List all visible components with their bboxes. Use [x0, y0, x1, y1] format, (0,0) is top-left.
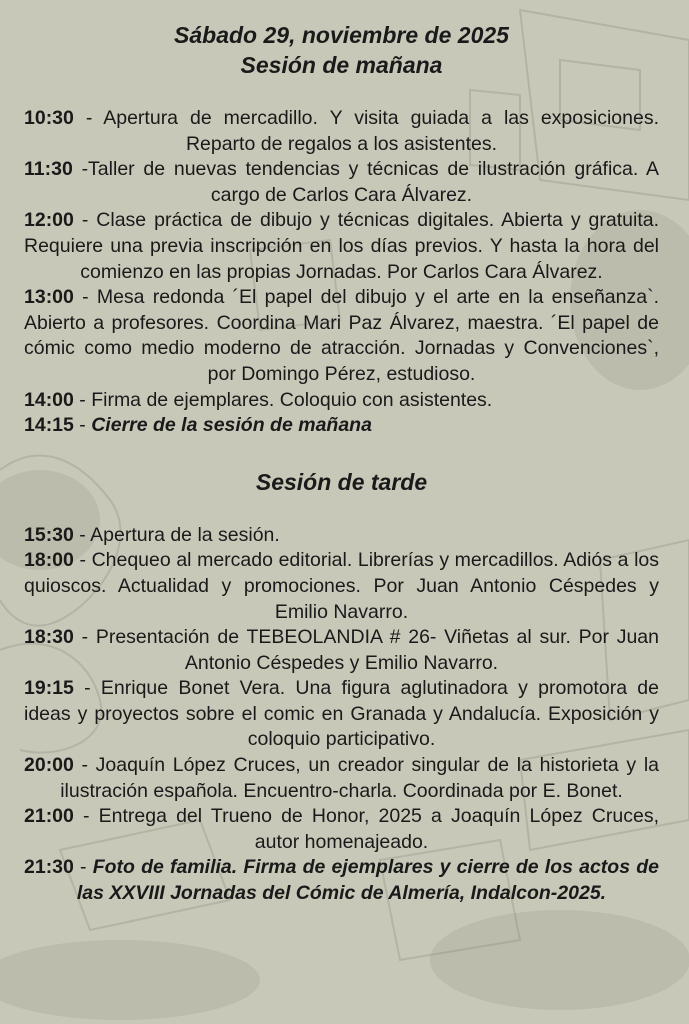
item-text: - Presentación de TEBEOLANDIA # 26- Viñetas al sur. Por Juan Antonio Céspedes y Emilio Navarro. — [73, 626, 659, 674]
item-text: Foto de familia. Firma de ejemplares y cierre de los actos de las XXVIII Jornadas del Cómic de Almería, Indalcon-2025. — [76, 856, 659, 905]
item-separator: - — [73, 856, 93, 879]
item-separator: - — [73, 414, 92, 437]
item-time: 18:00 — [24, 549, 74, 572]
schedule-item — [24, 523, 659, 549]
schedule-item — [24, 208, 659, 285]
item-text: - Apertura de la sesión. — [73, 523, 280, 546]
item-time: 21:30 — [24, 856, 74, 879]
schedule-item — [24, 388, 659, 414]
item-time: 13:00 — [24, 286, 74, 309]
session-morning-heading: Sesión de mañana — [240, 52, 443, 78]
item-time: 15:30 — [24, 523, 74, 546]
item-time: 19:15 — [24, 677, 74, 700]
schedule-item — [24, 676, 659, 753]
schedule-item — [24, 106, 659, 157]
item-text: - Apertura de mercadillo. Y visita guiada a las exposiciones. Reparto de regalos a los asistentes. — [73, 107, 659, 155]
item-text: - Chequeo al mercado editorial. Librerías y mercadillos. Adiós a los quioscos. Actualidad y promociones. Por Juan Antonio Céspedes y Emilio Navarro. — [24, 549, 659, 623]
item-time: 18:30 — [24, 626, 74, 649]
schedule-item — [24, 625, 659, 676]
schedule-item — [24, 804, 659, 855]
item-text: - Firma de ejemplares. Coloquio con asistentes. — [73, 388, 493, 411]
item-text: - Clase práctica de dibujo y técnicas digitales. Abierta y gratuita. Requiere una previa inscripción en los días previos. Y hasta la hora del comienzo en las propias Jornadas. Por Carlos Cara Álvarez. — [24, 209, 659, 283]
item-time: 12:00 — [24, 209, 74, 232]
item-text: -Taller de nuevas tendencias y técnicas de ilustración gráfica. A cargo de Carlos Cara Álvarez. — [72, 158, 659, 206]
item-text: - Enrique Bonet Vera. Una figura aglutinadora y promotora de ideas y proyectos sobre el comic en Granada y Andalucía. Exposición y coloquio participativo. — [24, 677, 659, 751]
item-time: 21:00 — [24, 805, 74, 828]
item-time: 11:30 — [24, 158, 73, 181]
schedule-item — [24, 157, 659, 208]
item-text: - Mesa redonda ´El papel del dibujo y el arte en la enseñanza`. Abierto a profesores. Coordina Mari Paz Álvarez, maestra. ´El papel de cómic como medio moderno de atracción. Jornadas y Convenciones`, por Domingo Pérez, estudioso. — [24, 286, 659, 385]
schedule-item — [24, 548, 659, 625]
item-time: 14:00 — [24, 388, 74, 411]
item-text: - Joaquín López Cruces, un creador singular de la historieta y la ilustración española. Encuentro-charla. Coordinada por E. Bonet. — [60, 754, 659, 802]
date-heading: Sábado 29, noviembre de 2025 — [174, 22, 509, 48]
item-time: 20:00 — [24, 754, 74, 777]
schedule-item — [24, 753, 659, 804]
item-time: 14:15 — [24, 414, 74, 437]
item-time: 10:30 — [24, 107, 74, 129]
afternoon-schedule — [24, 523, 659, 907]
morning-schedule — [24, 106, 659, 439]
item-text: Cierre de la sesión de mañana — [91, 414, 372, 437]
schedule-item-closing — [24, 855, 659, 906]
schedule-item-closing — [24, 413, 659, 439]
item-text: - Entrega del Trueno de Honor, 2025 a Joaquín López Cruces, autor homenajeado. — [73, 805, 659, 853]
session-afternoon-heading: Sesión de tarde — [255, 468, 428, 495]
schedule-item — [24, 285, 659, 387]
